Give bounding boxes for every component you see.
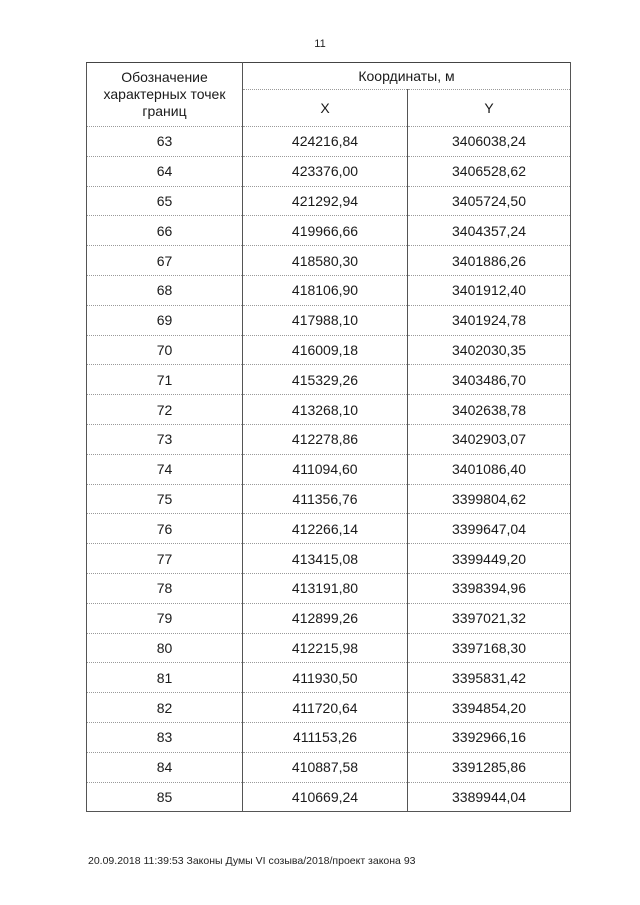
table-row xyxy=(87,395,571,425)
x-coordinate-cell: 411720,64 xyxy=(243,693,408,723)
x-coordinate-cell: 413415,08 xyxy=(243,544,408,574)
x-coordinate-cell: 413191,80 xyxy=(243,573,408,603)
point-number-cell: 77 xyxy=(87,544,243,574)
y-coordinate-cell: 3401886,26 xyxy=(408,246,571,276)
x-coordinate-cell: 412266,14 xyxy=(243,514,408,544)
y-coordinate-cell: 3401924,78 xyxy=(408,305,571,335)
table-row xyxy=(87,454,571,484)
header-coordinates: Координаты, м xyxy=(243,63,571,90)
point-number-cell: 71 xyxy=(87,365,243,395)
point-number-cell: 76 xyxy=(87,514,243,544)
table-row xyxy=(87,156,571,186)
point-number-cell: 65 xyxy=(87,186,243,216)
table-body xyxy=(87,127,571,812)
point-number-cell: 75 xyxy=(87,484,243,514)
table-row xyxy=(87,633,571,663)
x-coordinate-cell: 411094,60 xyxy=(243,454,408,484)
x-coordinate-cell: 421292,94 xyxy=(243,186,408,216)
table-row xyxy=(87,752,571,782)
table-row xyxy=(87,693,571,723)
point-number-cell: 84 xyxy=(87,752,243,782)
x-coordinate-cell: 410669,24 xyxy=(243,782,408,812)
x-coordinate-cell: 411356,76 xyxy=(243,484,408,514)
y-coordinate-cell: 3391285,86 xyxy=(408,752,571,782)
y-coordinate-cell: 3399804,62 xyxy=(408,484,571,514)
point-number-cell: 67 xyxy=(87,246,243,276)
x-coordinate-cell: 418580,30 xyxy=(243,246,408,276)
table-row xyxy=(87,424,571,454)
y-coordinate-cell: 3399449,20 xyxy=(408,544,571,574)
y-coordinate-cell: 3399647,04 xyxy=(408,514,571,544)
y-coordinate-cell: 3406038,24 xyxy=(408,127,571,157)
point-number-cell: 85 xyxy=(87,782,243,812)
y-coordinate-cell: 3397021,32 xyxy=(408,603,571,633)
table-row xyxy=(87,127,571,157)
x-coordinate-cell: 413268,10 xyxy=(243,395,408,425)
point-number-cell: 69 xyxy=(87,305,243,335)
x-coordinate-cell: 410887,58 xyxy=(243,752,408,782)
y-coordinate-cell: 3405724,50 xyxy=(408,186,571,216)
y-coordinate-cell: 3401912,40 xyxy=(408,275,571,305)
y-coordinate-cell: 3394854,20 xyxy=(408,693,571,723)
coordinates-table xyxy=(86,62,571,812)
table-row xyxy=(87,603,571,633)
y-coordinate-cell: 3398394,96 xyxy=(408,573,571,603)
table-row xyxy=(87,722,571,752)
table-row xyxy=(87,573,571,603)
point-number-cell: 79 xyxy=(87,603,243,633)
table-row xyxy=(87,335,571,365)
y-coordinate-cell: 3406528,62 xyxy=(408,156,571,186)
x-coordinate-cell: 411153,26 xyxy=(243,722,408,752)
x-coordinate-cell: 419966,66 xyxy=(243,216,408,246)
x-coordinate-cell: 423376,00 xyxy=(243,156,408,186)
point-number-cell: 81 xyxy=(87,663,243,693)
point-number-cell: 72 xyxy=(87,395,243,425)
table-row xyxy=(87,246,571,276)
y-coordinate-cell: 3397168,30 xyxy=(408,633,571,663)
header-point-designation: Обозначение характерных точек границ xyxy=(87,63,243,127)
y-coordinate-cell: 3402903,07 xyxy=(408,424,571,454)
y-coordinate-cell: 3392966,16 xyxy=(408,722,571,752)
point-number-cell: 63 xyxy=(87,127,243,157)
x-coordinate-cell: 416009,18 xyxy=(243,335,408,365)
table-row xyxy=(87,782,571,812)
x-coordinate-cell: 424216,84 xyxy=(243,127,408,157)
point-number-cell: 70 xyxy=(87,335,243,365)
x-coordinate-cell: 411930,50 xyxy=(243,663,408,693)
page-number: 11 xyxy=(314,38,326,50)
point-number-cell: 66 xyxy=(87,216,243,246)
table-row xyxy=(87,305,571,335)
table-row xyxy=(87,484,571,514)
y-coordinate-cell: 3404357,24 xyxy=(408,216,571,246)
table-row xyxy=(87,365,571,395)
y-coordinate-cell: 3389944,04 xyxy=(408,782,571,812)
point-number-cell: 64 xyxy=(87,156,243,186)
y-coordinate-cell: 3403486,70 xyxy=(408,365,571,395)
point-number-cell: 80 xyxy=(87,633,243,663)
header-y: Y xyxy=(408,90,571,127)
footer-stamp: 20.09.2018 11:39:53 Законы Думы VI созыва/2018/проект закона 93 xyxy=(88,855,416,867)
point-number-cell: 83 xyxy=(87,722,243,752)
header-x: X xyxy=(243,90,408,127)
x-coordinate-cell: 412899,26 xyxy=(243,603,408,633)
y-coordinate-cell: 3395831,42 xyxy=(408,663,571,693)
point-number-cell: 82 xyxy=(87,693,243,723)
x-coordinate-cell: 412278,86 xyxy=(243,424,408,454)
y-coordinate-cell: 3402638,78 xyxy=(408,395,571,425)
point-number-cell: 68 xyxy=(87,275,243,305)
point-number-cell: 74 xyxy=(87,454,243,484)
x-coordinate-cell: 412215,98 xyxy=(243,633,408,663)
x-coordinate-cell: 417988,10 xyxy=(243,305,408,335)
table-row xyxy=(87,275,571,305)
table-row xyxy=(87,514,571,544)
x-coordinate-cell: 415329,26 xyxy=(243,365,408,395)
x-coordinate-cell: 418106,90 xyxy=(243,275,408,305)
y-coordinate-cell: 3401086,40 xyxy=(408,454,571,484)
table-row xyxy=(87,216,571,246)
point-number-cell: 78 xyxy=(87,573,243,603)
y-coordinate-cell: 3402030,35 xyxy=(408,335,571,365)
table-row xyxy=(87,544,571,574)
table-row xyxy=(87,663,571,693)
table-row xyxy=(87,186,571,216)
point-number-cell: 73 xyxy=(87,424,243,454)
